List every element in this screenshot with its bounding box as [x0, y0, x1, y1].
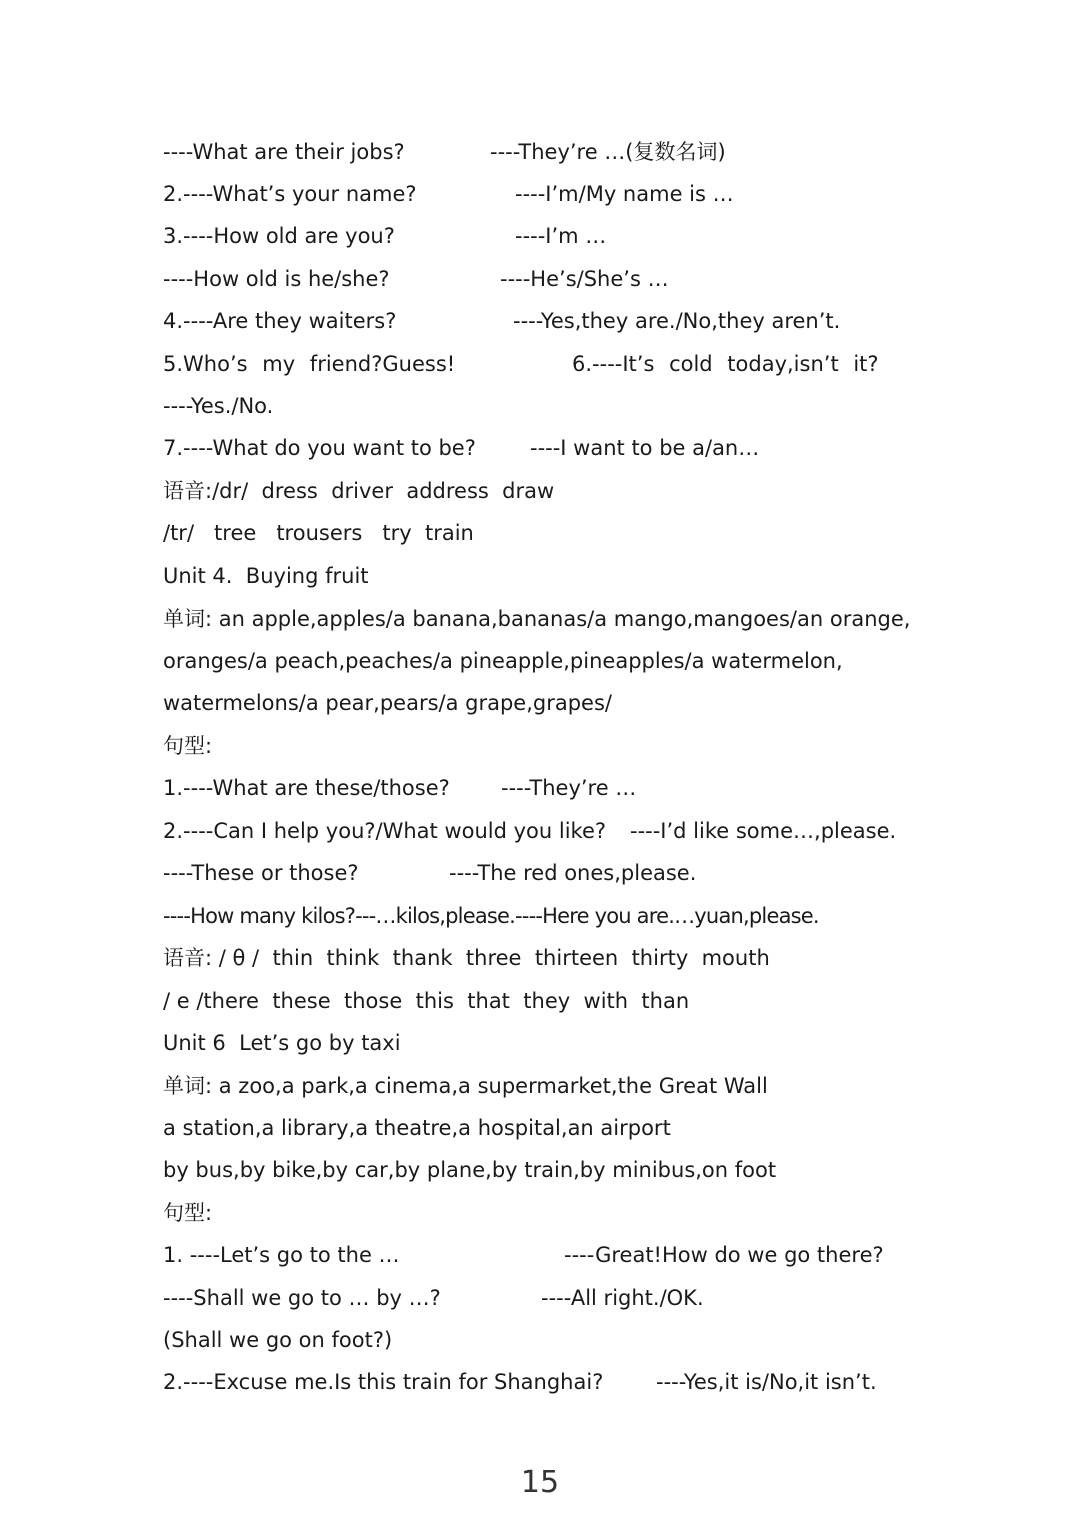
- page-number: 15: [520, 1465, 560, 1500]
- section-label: 句型:: [163, 734, 213, 758]
- text-line: 语音:/dr/ dress driver address draw: [163, 479, 555, 503]
- text-line: watermelons/a pear,pears/a grape,grapes/: [163, 691, 612, 715]
- text-line: (Shall we go on foot?): [163, 1328, 393, 1352]
- text-line: 2.----Excuse me.Is this train for Shanghai?: [163, 1370, 604, 1394]
- text-line: 7.----What do you want to be?: [163, 436, 476, 460]
- text-line: ----I’m/My name is …: [515, 182, 734, 206]
- text-line: 3.----How old are you?: [163, 224, 395, 248]
- text-line: ----The red ones,please.: [449, 861, 697, 885]
- text-line: ----Yes./No.: [163, 394, 274, 418]
- text-line: ----These or those?: [163, 861, 359, 885]
- text-line: ----How old is he/she?: [163, 267, 390, 291]
- text-line: 2.----Can I help you?/What would you like?: [163, 819, 607, 843]
- text-line: ----They’re …(复数名词): [490, 140, 726, 164]
- text-line: by bus,by bike,by car,by plane,by train,by minibus,on foot: [163, 1158, 777, 1182]
- text-line: /tr/ tree trousers try train: [163, 521, 474, 545]
- text-line: ----I’m …: [515, 224, 607, 248]
- text-line: ----How many kilos?---…kilos,please.----Here you are.…yuan,please.: [163, 904, 819, 928]
- text-line: 4.----Are they waiters?: [163, 309, 397, 333]
- text-line: ----Yes,they are./No,they aren’t.: [513, 309, 841, 333]
- text-line: 1. ----Let’s go to the …: [163, 1243, 400, 1267]
- text-line: ----All right./OK.: [541, 1286, 704, 1310]
- text-line: ----I’d like some…,please.: [630, 819, 897, 843]
- text-line: 单词: an apple,apples/a banana,bananas/a mango,mangoes/an orange,: [163, 607, 911, 631]
- text-line: ----They’re …: [501, 776, 637, 800]
- text-line: ----I want to be a/an…: [530, 436, 760, 460]
- text-line: ----Shall we go to … by …?: [163, 1286, 441, 1310]
- text-line: 6.----It’s cold today,isn’t it?: [572, 352, 879, 376]
- text-line: a station,a library,a theatre,a hospital,an airport: [163, 1116, 671, 1140]
- text-line: ----Great!How do we go there?: [564, 1243, 884, 1267]
- text-line: ----What are their jobs?: [163, 140, 405, 164]
- text-line: 单词: a zoo,a park,a cinema,a supermarket,the Great Wall: [163, 1074, 768, 1098]
- text-line: 2.----What’s your name?: [163, 182, 417, 206]
- unit-heading: Unit 6 Let’s go by taxi: [163, 1031, 401, 1055]
- text-line: 语音: / θ / thin think thank three thirteen thirty mouth: [163, 946, 770, 970]
- text-line: ----He’s/She’s …: [500, 267, 669, 291]
- section-label: 句型:: [163, 1201, 213, 1225]
- text-line: ----Yes,it is/No,it isn’t.: [656, 1370, 877, 1394]
- text-line: 5.Who’s my friend?Guess!: [163, 352, 456, 376]
- text-line: oranges/a peach,peaches/a pineapple,pineapples/a watermelon,: [163, 649, 843, 673]
- text-line: 1.----What are these/those?: [163, 776, 450, 800]
- text-line: / e /there these those this that they with than: [163, 989, 690, 1013]
- unit-heading: Unit 4. Buying fruit: [163, 564, 369, 588]
